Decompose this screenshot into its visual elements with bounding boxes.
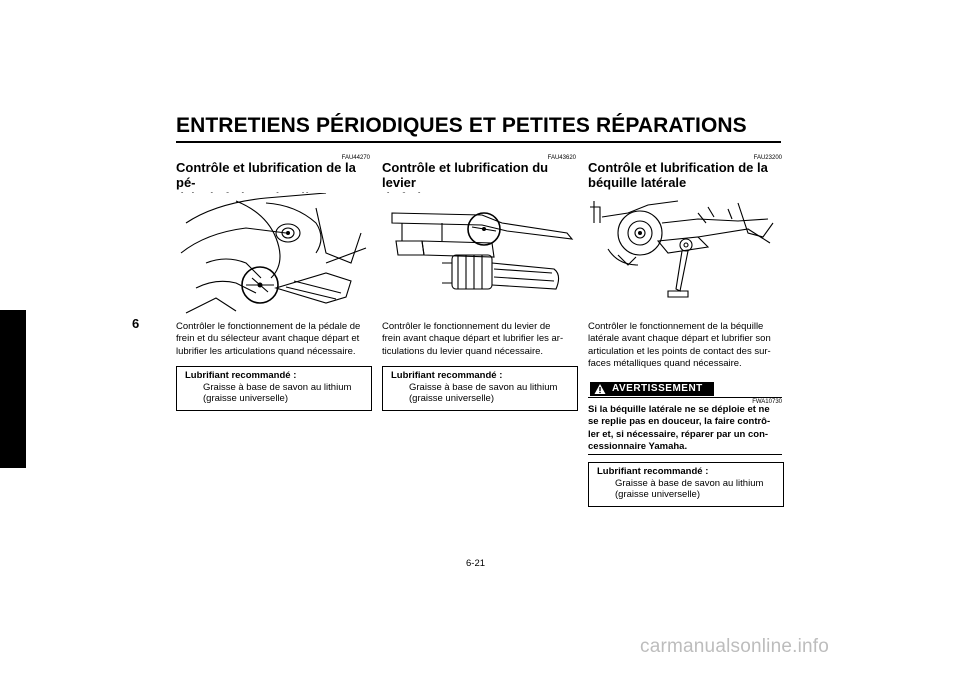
section-paragraph — [382, 321, 576, 358]
warning-line: se replie pas en douceur, la faire contrô- — [588, 416, 771, 428]
lubricant-box — [382, 366, 578, 411]
warning-text — [588, 404, 782, 454]
section-paragraph — [176, 321, 370, 358]
page-title: ENTRETIENS PÉRIODIQUES ET PETITES RÉPARATIONS — [176, 114, 747, 137]
section-title-line: béquille latérale — [588, 175, 687, 190]
watermark: carmanualsonline.info — [640, 636, 830, 657]
section-title-line: de frein — [382, 190, 429, 205]
header-rule — [176, 141, 781, 143]
warning-divider — [588, 397, 782, 398]
lubricant-label: Lubrifiant recommandé : — [185, 370, 297, 381]
warning-code: FWA10730 — [752, 399, 782, 405]
chapter-tab — [0, 310, 26, 468]
paragraph-line: Contrôler le fonctionnement de la béquille — [588, 321, 764, 332]
warning-line: cessionnaire Yamaha. — [588, 441, 688, 453]
section-title — [588, 160, 786, 190]
warning-divider — [588, 454, 782, 455]
page-number: 6-21 — [466, 558, 486, 569]
lubricant-label: Lubrifiant recommandé : — [391, 370, 503, 381]
paragraph-line: articulation et les points de contact des sur- — [588, 345, 771, 357]
lubricant-text: (graisse universelle) — [203, 393, 289, 404]
warning-triangle-icon — [594, 383, 606, 395]
section-paragraph — [588, 321, 782, 371]
paragraph-line: frein avant chaque départ et lubrifier les ar- — [382, 333, 564, 345]
lubricant-text: (graisse universelle) — [409, 393, 495, 404]
section-code: FAU43620 — [547, 155, 576, 161]
lubricant-text: Graisse à base de savon au lithium — [203, 381, 352, 393]
paragraph-line: frein et du sélecteur avant chaque départ et — [176, 333, 360, 345]
warning-line: Si la béquille latérale ne se déploie et ne — [588, 404, 770, 415]
chapter-number: 6 — [132, 316, 140, 331]
lubricant-text: (graisse universelle) — [615, 489, 701, 500]
section-code: FAU23200 — [753, 155, 782, 161]
paragraph-line: Contrôler le fonctionnement de la pédale de — [176, 321, 361, 332]
brake-pedal-illustration — [176, 193, 370, 317]
section-code: FAU44270 — [341, 155, 370, 161]
section-title-line: Contrôle et lubrification de la pé- — [176, 160, 356, 190]
paragraph-line: Contrôler le fonctionnement du levier de — [382, 321, 551, 332]
paragraph-line: ticulations du levier quand nécessaire. — [382, 345, 544, 357]
lubricant-box — [176, 366, 372, 411]
sidestand-illustration — [588, 193, 782, 317]
paragraph-line: latérale avant chaque départ et lubrifier son — [588, 333, 771, 345]
lubricant-label: Lubrifiant recommandé : — [597, 466, 709, 477]
brake-lever-illustration — [382, 193, 576, 317]
lubricant-box — [588, 462, 784, 507]
section-title-line: dale de frein et du sélecteur — [176, 190, 348, 205]
lubricant-text: Graisse à base de savon au lithium — [615, 477, 764, 489]
section-title-line: Contrôle et lubrification du levier — [382, 160, 549, 190]
lubricant-text: Graisse à base de savon au lithium — [409, 381, 558, 393]
paragraph-line: lubrifier les articulations quand nécessaire. — [176, 345, 356, 357]
warning-line: ler et, si nécessaire, réparer par un con- — [588, 428, 769, 440]
paragraph-line: faces métalliques quand nécessaire. — [588, 358, 742, 370]
warning-badge — [590, 382, 714, 396]
section-title-line: Contrôle et lubrification de la — [588, 160, 768, 175]
warning-label: AVERTISSEMENT — [612, 383, 703, 394]
